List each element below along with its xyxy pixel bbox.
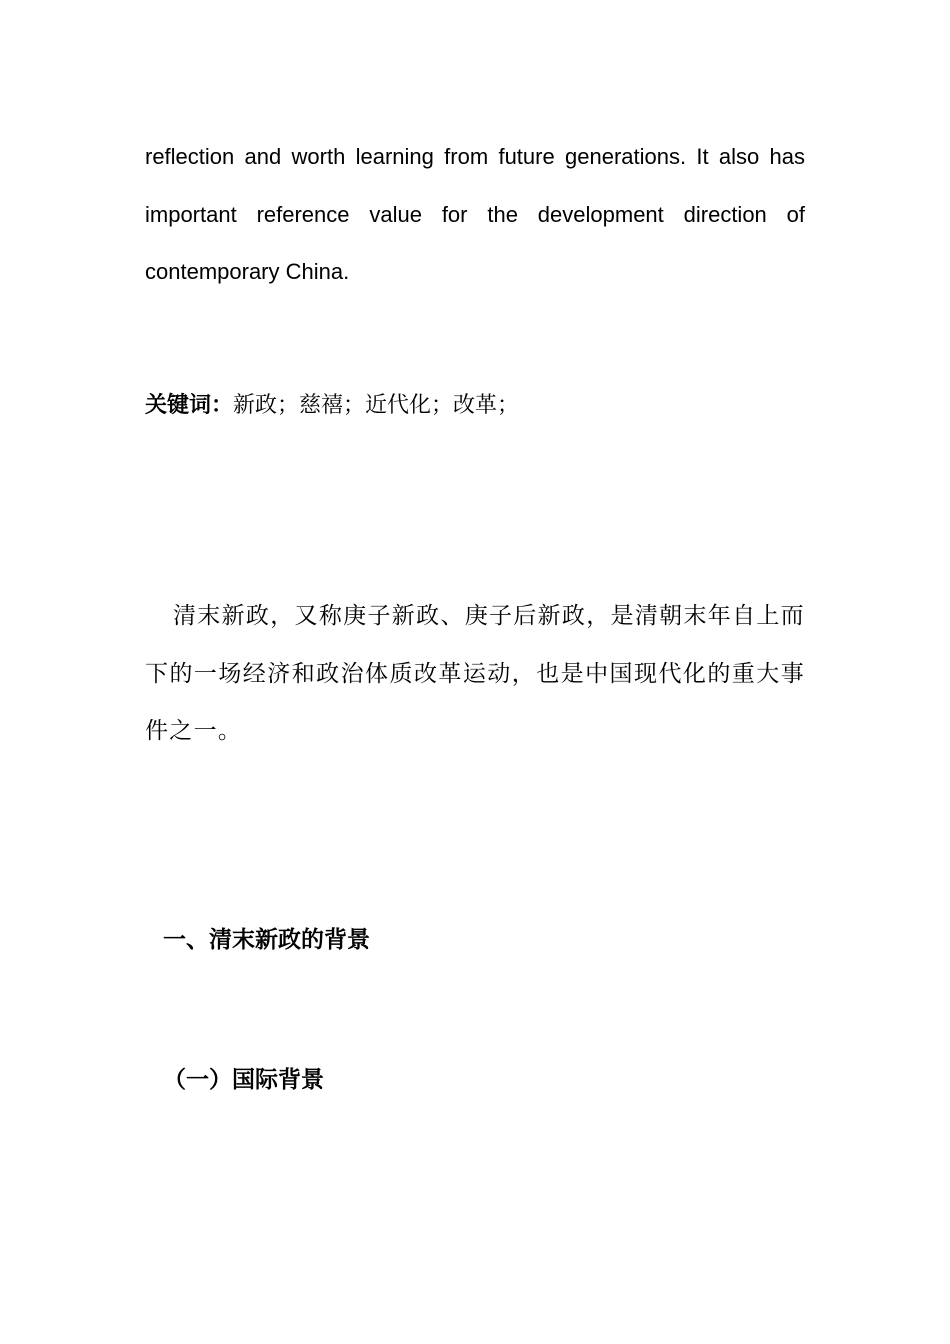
keywords-label: 关键词：	[145, 393, 234, 418]
subsection-heading-international: （一）国际背景	[163, 1067, 324, 1093]
section-heading-background: 一、清末新政的背景	[163, 927, 370, 953]
abstract-english-text: reflection and worth learning from future generations. It also has important reference value for the development direction of contemporary China.	[145, 144, 805, 284]
intro-paragraph: 清末新政，又称庚子新政、庚子后新政，是清朝末年自上而下的一场经济和政治体质改革运动，也是中国现代化的重大事件之一。	[145, 603, 805, 744]
keywords-list: 新政；慈禧；近代化；改革；	[233, 393, 520, 418]
keywords-line	[145, 388, 805, 424]
